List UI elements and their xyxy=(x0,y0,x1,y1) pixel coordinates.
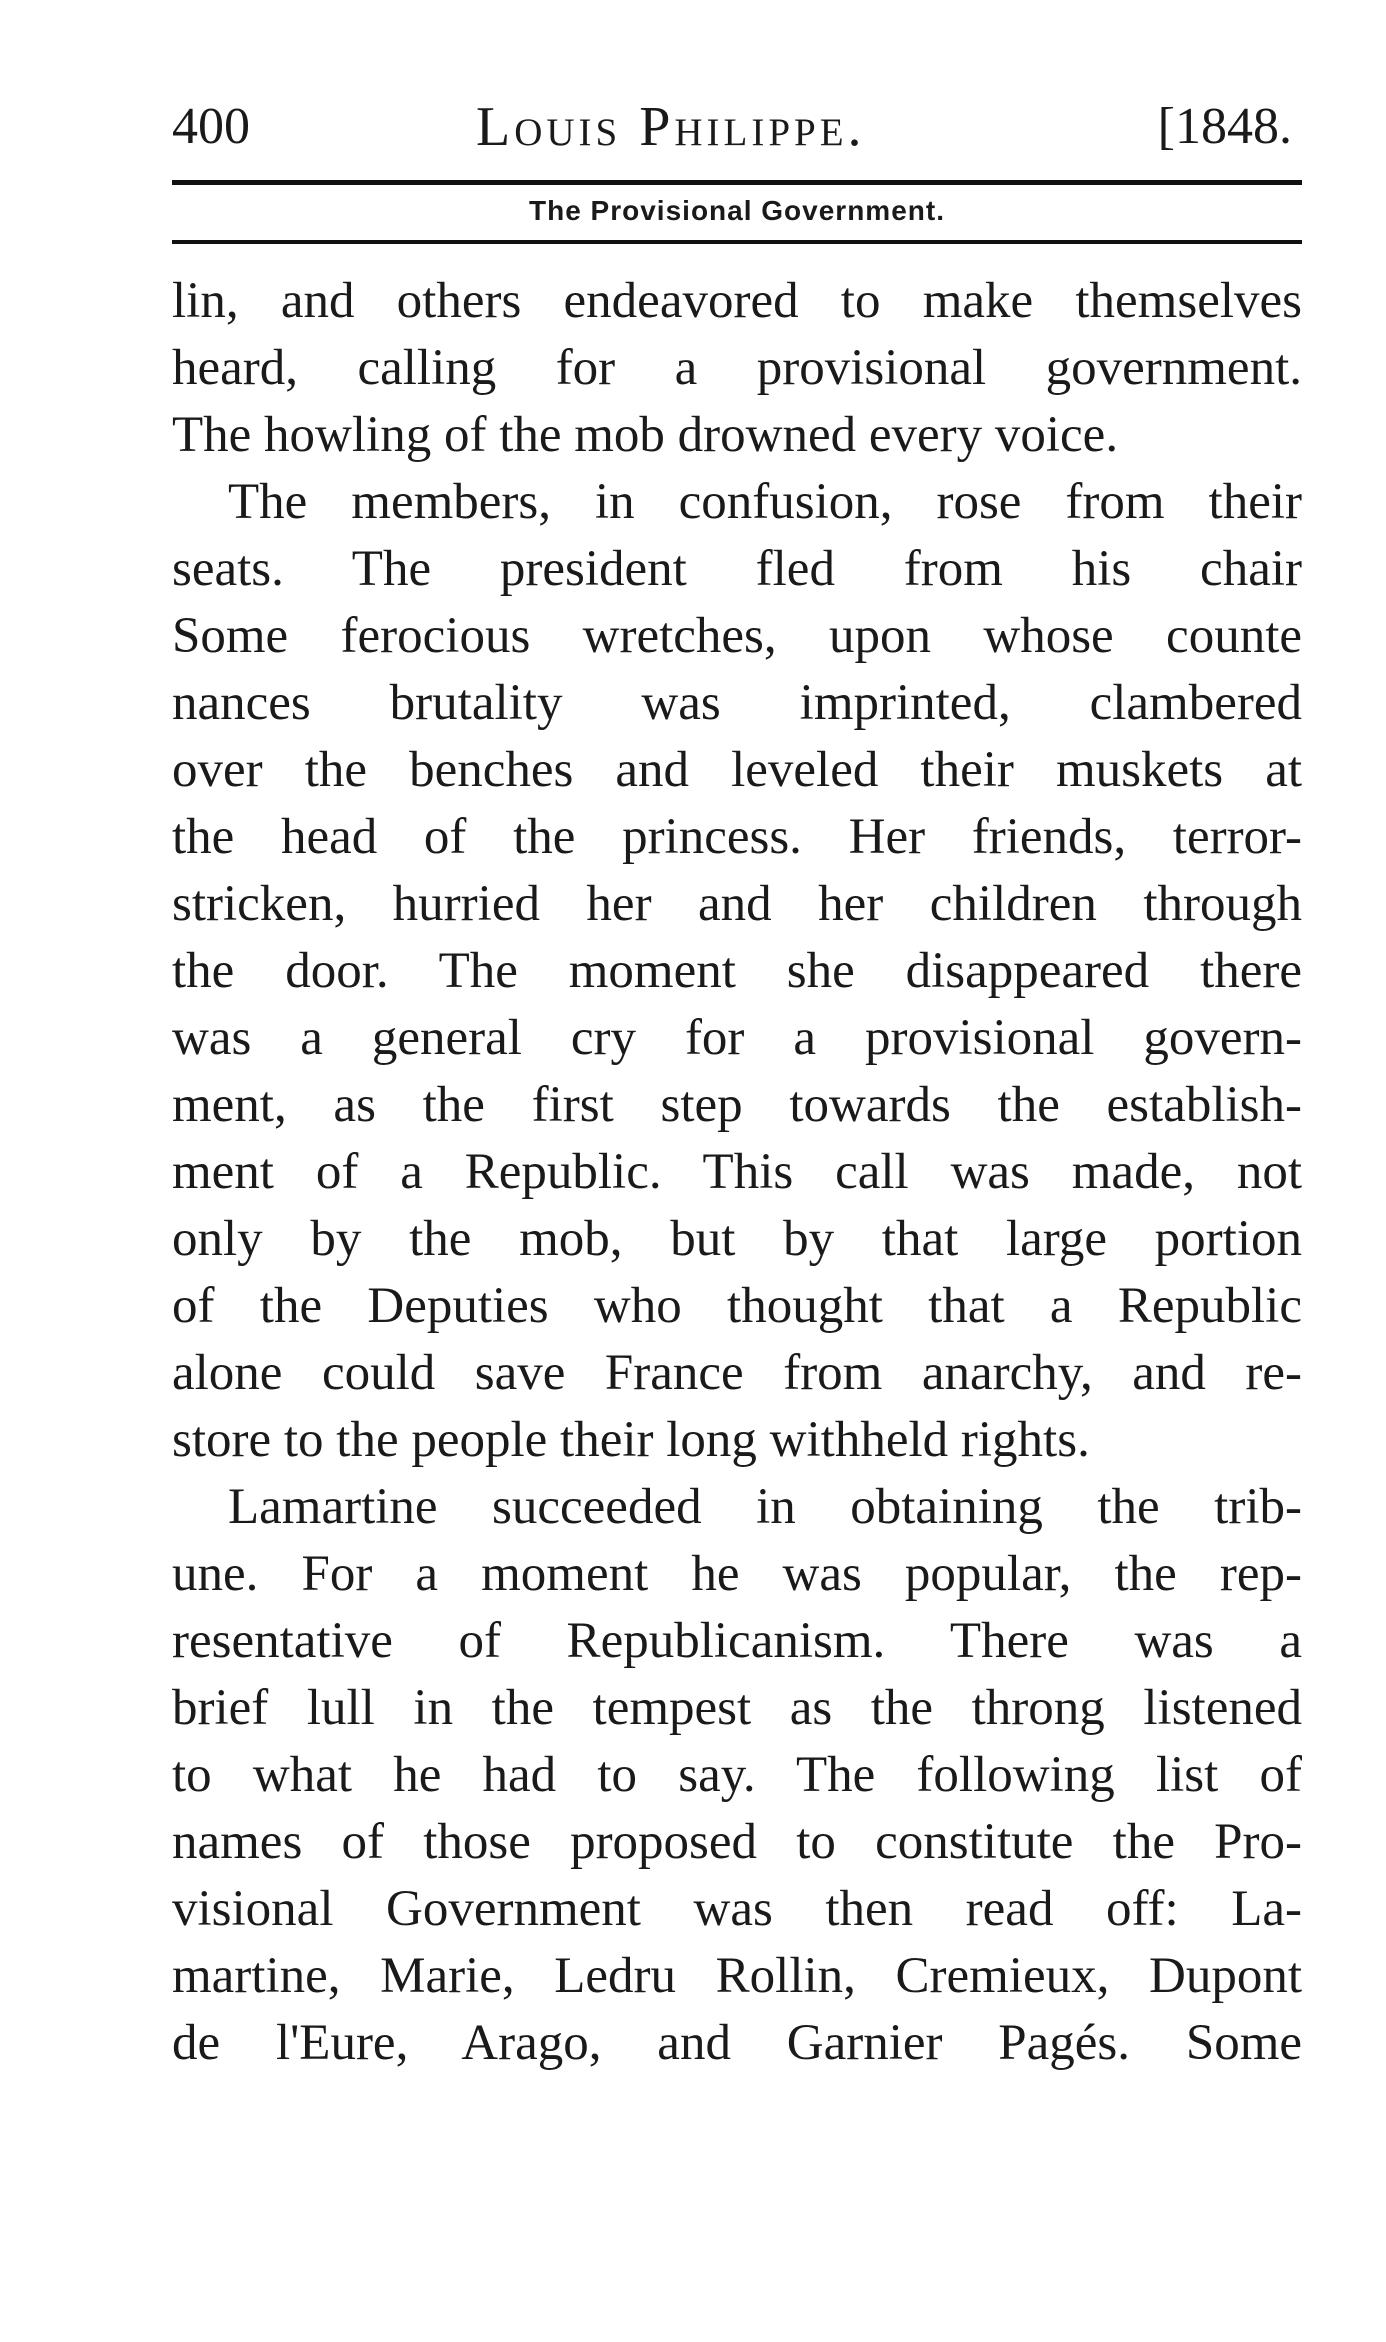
text-line: de l'Eure, Arago, and Garnier Pagés. Some xyxy=(172,2015,1302,2071)
text-line: alone could save France from anarchy, and re- xyxy=(172,1345,1302,1401)
text-line: une. For a moment he was popular, the rep- xyxy=(172,1546,1302,1602)
top-rule xyxy=(172,180,1302,185)
running-head xyxy=(172,92,1302,162)
text-line: was a general cry for a provisional govern- xyxy=(172,1010,1302,1066)
text-line: visional Government was then read off: La- xyxy=(172,1881,1302,1937)
text-line: over the benches and leveled their muskets at xyxy=(172,742,1302,798)
text-line: The members, in confusion, rose from their xyxy=(228,474,1302,530)
text-line: Some ferocious wretches, upon whose counte xyxy=(172,608,1302,664)
year-marker: [1848. xyxy=(1157,98,1292,155)
text-line: of the Deputies who thought that a Republic xyxy=(172,1278,1302,1334)
text-line: names of those proposed to constitute the Pro- xyxy=(172,1814,1302,1870)
text-line: lin, and others endeavored to make themselves xyxy=(172,273,1302,329)
text-line: ment of a Republic. This call was made, not xyxy=(172,1144,1302,1200)
text-line: store to the people their long withheld rights. xyxy=(172,1412,1090,1468)
text-line: stricken, hurried her and her children through xyxy=(172,876,1302,932)
text-line: heard, calling for a provisional government. xyxy=(172,340,1302,396)
text-line: the head of the princess. Her friends, terror- xyxy=(172,809,1302,865)
text-line: The howling of the mob drowned every voice. xyxy=(172,407,1119,463)
section-heading: The Provisional Government. xyxy=(529,195,945,226)
body-text xyxy=(172,268,1302,2077)
text-line: the door. The moment she disappeared there xyxy=(172,943,1302,999)
text-line: seats. The president fled from his chair xyxy=(172,541,1302,597)
text-line: Lamartine succeeded in obtaining the trib- xyxy=(228,1479,1302,1535)
text-line: to what he had to say. The following list of xyxy=(172,1747,1302,1803)
text-line: nances brutality was imprinted, clambered xyxy=(172,675,1302,731)
text-line: ment, as the first step towards the establish- xyxy=(172,1077,1302,1133)
book-title: Louis Philippe. xyxy=(476,96,866,158)
text-line: brief lull in the tempest as the throng listened xyxy=(172,1680,1302,1736)
bottom-rule xyxy=(172,240,1302,244)
page-number: 400 xyxy=(172,98,250,155)
text-line: martine, Marie, Ledru Rollin, Cremieux, Dupont xyxy=(172,1948,1302,2004)
text-line: only by the mob, but by that large portion xyxy=(172,1211,1302,1267)
text-line: resentative of Republicanism. There was a xyxy=(172,1613,1302,1669)
